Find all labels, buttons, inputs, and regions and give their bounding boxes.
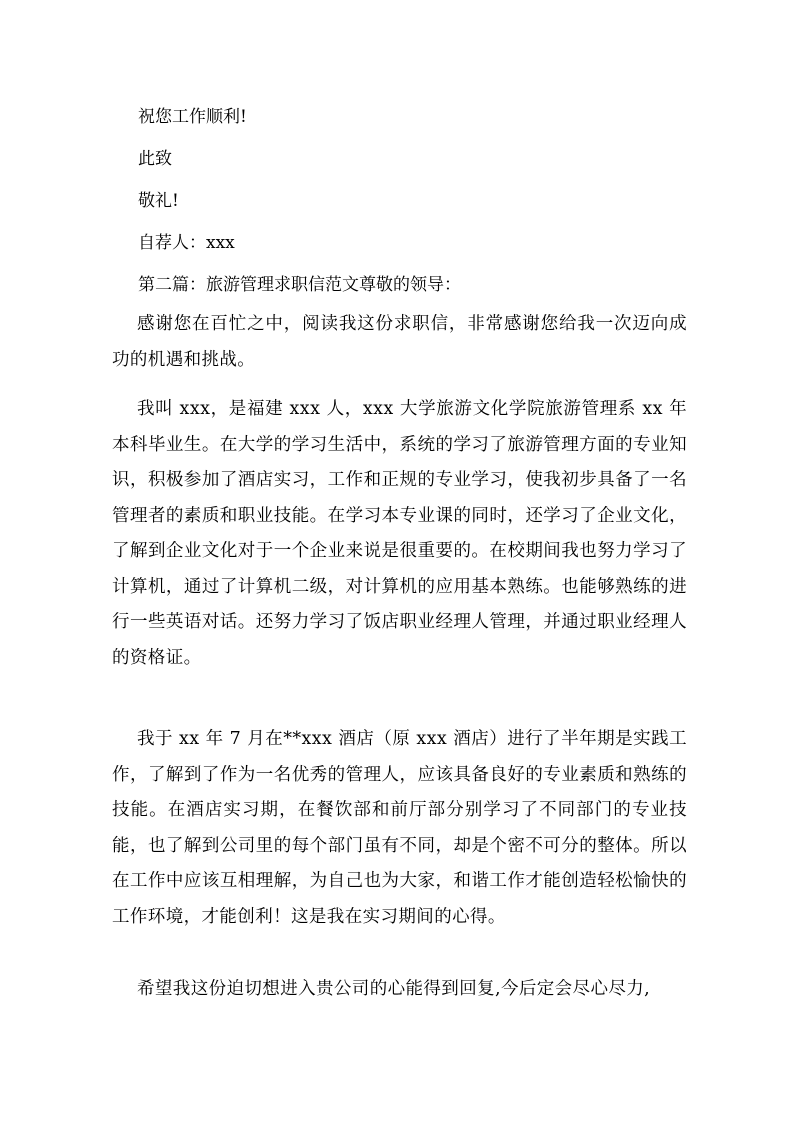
paragraph-internship: 我于 xx 年 7 月在**xxx 酒店（原 xxx 酒店）进行了半年期是实践工作，了解到了作为一名优秀的管理人，应该具备良好的专业素质和熟练的技能。在酒店实习期，在餐饮部和前厅部分别学习了不同部门的专业技能，也了解到公司里的每个部门虽有不同，却是个密不可分的整体。所以在工作中应该互相理解，为自己也为大家，和谐工作才能创造轻松愉快的工作环境，才能创利！这是我在实习期间的心得。 xyxy=(112,729,687,927)
closing-salutation-line2: 敬礼! xyxy=(138,191,179,211)
paragraph-closing: 希望我这份迫切想进入贵公司的心能得到回复,今后定会尽心尽力, xyxy=(137,979,651,999)
signature: 自荐人：xxx xyxy=(138,233,235,253)
paragraph-background: 我叫 xxx，是福建 xxx 人，xxx 大学旅游文化学院旅游管理系 xx 年本科毕业生。在大学的学习生活中，系统的学习了旅游管理方面的专业知识，积极参加了酒店实习，工作和正规的专业学习，使我初步具备了一名管理者的素质和职业技能。在学习本专业课的同时，还学习了企业文化，了解到企业文化对于一个企业来说是很重要的。在校期间我也努力学习了计算机，通过了计算机二级，对计算机的应用基本熟练。也能够熟练的进行一些英语对话。还努力学习了饭店职业经理人管理，并通过职业经理人的资格证。 xyxy=(112,399,687,668)
closing-salutation-line1: 此致 xyxy=(138,149,172,169)
section-heading: 第二篇：旅游管理求职信范文尊敬的领导： xyxy=(138,275,461,295)
paragraph-intro: 感谢您在百忙之中，阅读我这份求职信，非常感谢您给我一次迈向成功的机遇和挑战。 xyxy=(112,314,687,370)
closing-wish: 祝您工作顺利! xyxy=(138,107,247,127)
